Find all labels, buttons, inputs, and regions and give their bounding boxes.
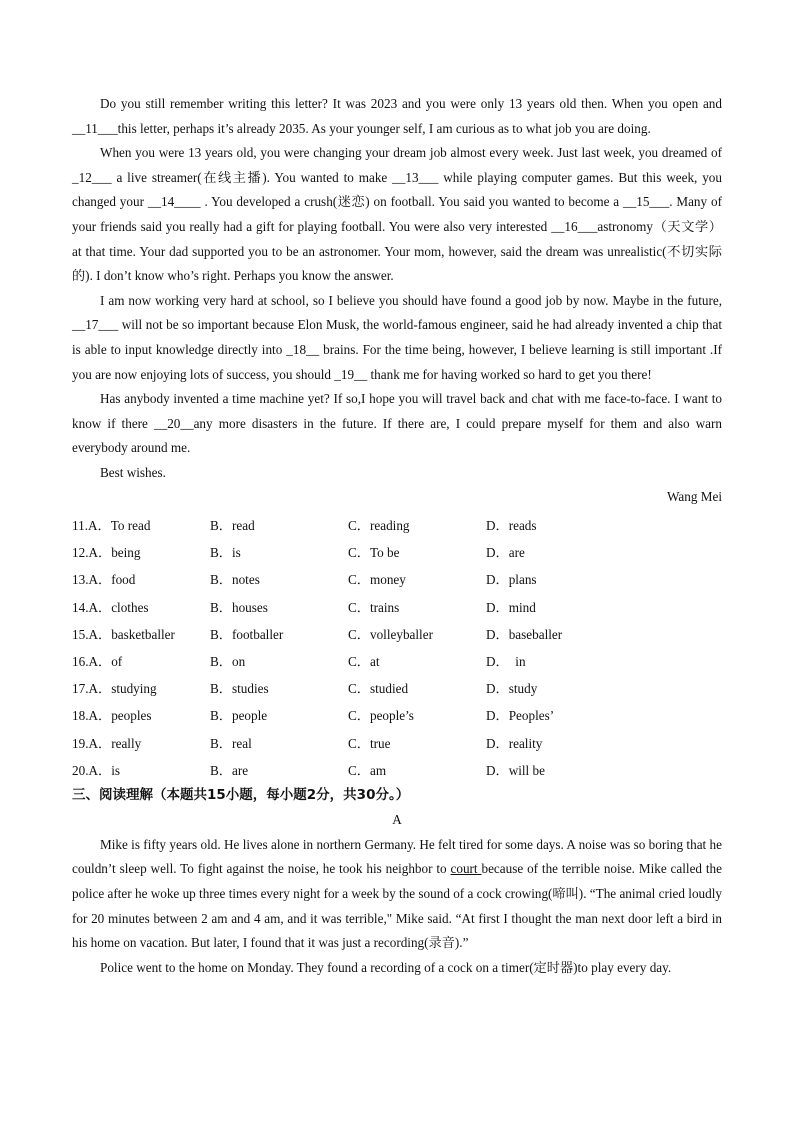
letter-signoff: Best wishes. bbox=[100, 464, 166, 480]
option-a bbox=[72, 733, 210, 752]
option-d: D．mind bbox=[486, 599, 536, 615]
underlined-word: court bbox=[450, 861, 482, 877]
text: Has anybody invented a time machine yet? If so,I hope you will travel back and chat with me face-to-face. I want to know if there bbox=[72, 391, 722, 431]
option-a-text: A．being bbox=[88, 545, 141, 561]
option-a-text: A．really bbox=[88, 735, 142, 751]
text: this letter, perhaps it’s already 2035. As your younger self, I am curious as to what job you are doing. bbox=[117, 120, 651, 136]
option-row bbox=[72, 511, 722, 538]
option-d: D．baseballer bbox=[486, 626, 563, 642]
option-b: B．are bbox=[210, 762, 249, 778]
option-b: B．is bbox=[210, 545, 241, 561]
blank-19: _19__ bbox=[334, 366, 368, 382]
letter-paragraph-3 bbox=[72, 289, 722, 387]
option-c: C．people’s bbox=[348, 708, 414, 724]
option-b: B．read bbox=[210, 518, 255, 533]
option-a-text: A．of bbox=[88, 653, 123, 669]
option-d: D．reads bbox=[486, 518, 537, 533]
option-d: D．will be bbox=[486, 762, 545, 778]
option-row bbox=[72, 620, 722, 647]
option-a-text: A．clothes bbox=[88, 599, 149, 615]
answer-options bbox=[72, 511, 722, 783]
letter-signature: Wang Mei bbox=[667, 488, 722, 504]
blank-11: __11___ bbox=[72, 120, 118, 136]
letter-paragraph-4 bbox=[72, 387, 722, 461]
option-d: D．reality bbox=[486, 735, 543, 751]
question-number: 18. bbox=[72, 708, 89, 724]
question-number: 20. bbox=[72, 762, 89, 778]
option-row bbox=[72, 538, 722, 565]
option-b: B．on bbox=[210, 653, 246, 669]
text: astronomy（天文学） at that time. Your dad supported you to be an astronomer. Your mom, however, said the dream was unrealistic(不切实际的). I don’t know who’s right. Perhaps you know the answer. bbox=[72, 218, 722, 284]
option-b: B．notes bbox=[210, 572, 260, 588]
option-d: D．are bbox=[486, 545, 525, 561]
option-c: C．studied bbox=[348, 681, 409, 697]
passage-paragraph-1 bbox=[72, 833, 722, 956]
option-row bbox=[72, 565, 722, 592]
blank-12: _12___ bbox=[72, 169, 112, 185]
option-b: B．people bbox=[210, 708, 268, 724]
question-number: 14. bbox=[72, 599, 89, 615]
option-row bbox=[72, 728, 722, 755]
passage-label: A bbox=[392, 811, 402, 827]
option-c: C．money bbox=[348, 572, 406, 588]
option-a-text: A．peoples bbox=[88, 708, 152, 724]
option-d: D．Peoples’ bbox=[486, 708, 555, 724]
text: while playing computer games. But this week, you changed your bbox=[72, 169, 722, 210]
option-a bbox=[72, 760, 210, 779]
option-c: C．trains bbox=[348, 599, 400, 615]
question-number: 17. bbox=[72, 681, 89, 697]
blank-20: __20__ bbox=[154, 415, 194, 431]
option-a bbox=[72, 624, 210, 643]
option-c: C．at bbox=[348, 653, 380, 669]
exam-page bbox=[72, 92, 722, 980]
text: . You developed a crush(迷恋) on football. You said you wanted to become a bbox=[200, 194, 624, 210]
text: Mike is fifty years old. He lives alone in northern Germany. He felt tired for some days. A noise was so boring that he couldn’t sleep well. To fight against the noise, he took his neighbor to bbox=[72, 836, 722, 877]
option-d: D．study bbox=[486, 681, 538, 697]
option-a bbox=[72, 705, 210, 724]
option-a-text: A．basketballer bbox=[88, 626, 175, 642]
passage-paragraph-2: Police went to the home on Monday. They found a recording of a cock on a timer(定时器)to play every day. bbox=[100, 959, 672, 975]
blank-13: __13___ bbox=[392, 169, 439, 185]
option-a bbox=[72, 515, 210, 534]
option-c: C．reading bbox=[348, 518, 410, 533]
blank-18: _18__ bbox=[286, 341, 320, 357]
option-b: B．footballer bbox=[210, 626, 284, 642]
option-a-text: A．food bbox=[88, 572, 136, 588]
blank-14: __14____ bbox=[147, 194, 201, 210]
option-row bbox=[72, 674, 722, 701]
option-a bbox=[72, 542, 210, 561]
option-a-text: A．To read bbox=[88, 518, 151, 533]
option-c: C．volleyballer bbox=[348, 626, 433, 642]
option-a bbox=[72, 569, 210, 588]
question-number: 16. bbox=[72, 653, 89, 669]
text: any more disasters in the future. If there are, I could prepare myself for them and also warn everybody around me. bbox=[72, 415, 722, 456]
text: When you were 13 years old, you were changing your dream job almost every week. Just last week, you dreamed of bbox=[100, 145, 722, 161]
option-d: D． in bbox=[486, 653, 526, 669]
text: I am now working very hard at school, so I believe you should have found a good job by now. Maybe in the future, bbox=[100, 292, 722, 308]
option-row bbox=[72, 701, 722, 728]
text: Do you still remember writing this letter? It was 2023 and you were only 13 years old then. When you open and bbox=[100, 96, 722, 111]
question-number: 15. bbox=[72, 626, 89, 642]
question-number: 19. bbox=[72, 735, 89, 751]
option-row bbox=[72, 756, 722, 783]
option-a bbox=[72, 651, 210, 670]
option-row bbox=[72, 647, 722, 674]
option-a-text: A．is bbox=[88, 762, 120, 778]
text: because of the terrible noise. Mike called the police after he woke up three times every night for a week by the sound of a cock crowing(啼叫). “The animal cried loudly for 20 minutes between 2 am and 4 am, and it was terrible," Mike said. “At first I thought the man next door left a bird in his home on vacation. But later, I found that it was just a recording(录音).” bbox=[72, 861, 723, 951]
option-d: D．plans bbox=[486, 572, 537, 588]
option-a bbox=[72, 678, 210, 697]
text: . Many of your friends said you really had a gift for playing football. You were also very interested bbox=[72, 194, 722, 234]
option-b: B．houses bbox=[210, 599, 268, 615]
letter-paragraph-1 bbox=[72, 92, 722, 141]
text: brains. For the time being, however, I believe learning is still important .If you are now enjoying lots of success, you should bbox=[72, 341, 722, 382]
text: will not be so important because Elon Musk, the world-famous engineer, said he had already invented a chip that is able to input knowledge directly into bbox=[72, 317, 722, 357]
text: a live streamer(在线主播). You wanted to make bbox=[111, 169, 393, 185]
option-c: C．To be bbox=[348, 545, 400, 561]
text: thank me for having worked so hard to get you there! bbox=[367, 366, 652, 382]
blank-16: __16___ bbox=[551, 218, 598, 234]
blank-15: __15___ bbox=[623, 194, 670, 210]
question-number: 11. bbox=[72, 518, 88, 533]
letter-paragraph-2 bbox=[72, 141, 722, 289]
blank-17: __17___ bbox=[72, 317, 119, 333]
question-number: 13. bbox=[72, 572, 89, 588]
question-number: 12. bbox=[72, 545, 89, 561]
option-a-text: A．studying bbox=[88, 681, 157, 697]
section-title: 三、阅读理解（本题共15小题，每小题2分，共30分。） bbox=[72, 786, 410, 803]
option-a bbox=[72, 597, 210, 616]
option-row bbox=[72, 592, 722, 619]
option-c: C．true bbox=[348, 735, 391, 751]
option-b: B．real bbox=[210, 735, 252, 751]
option-b: B．studies bbox=[210, 681, 269, 697]
option-c: C．am bbox=[348, 762, 387, 778]
